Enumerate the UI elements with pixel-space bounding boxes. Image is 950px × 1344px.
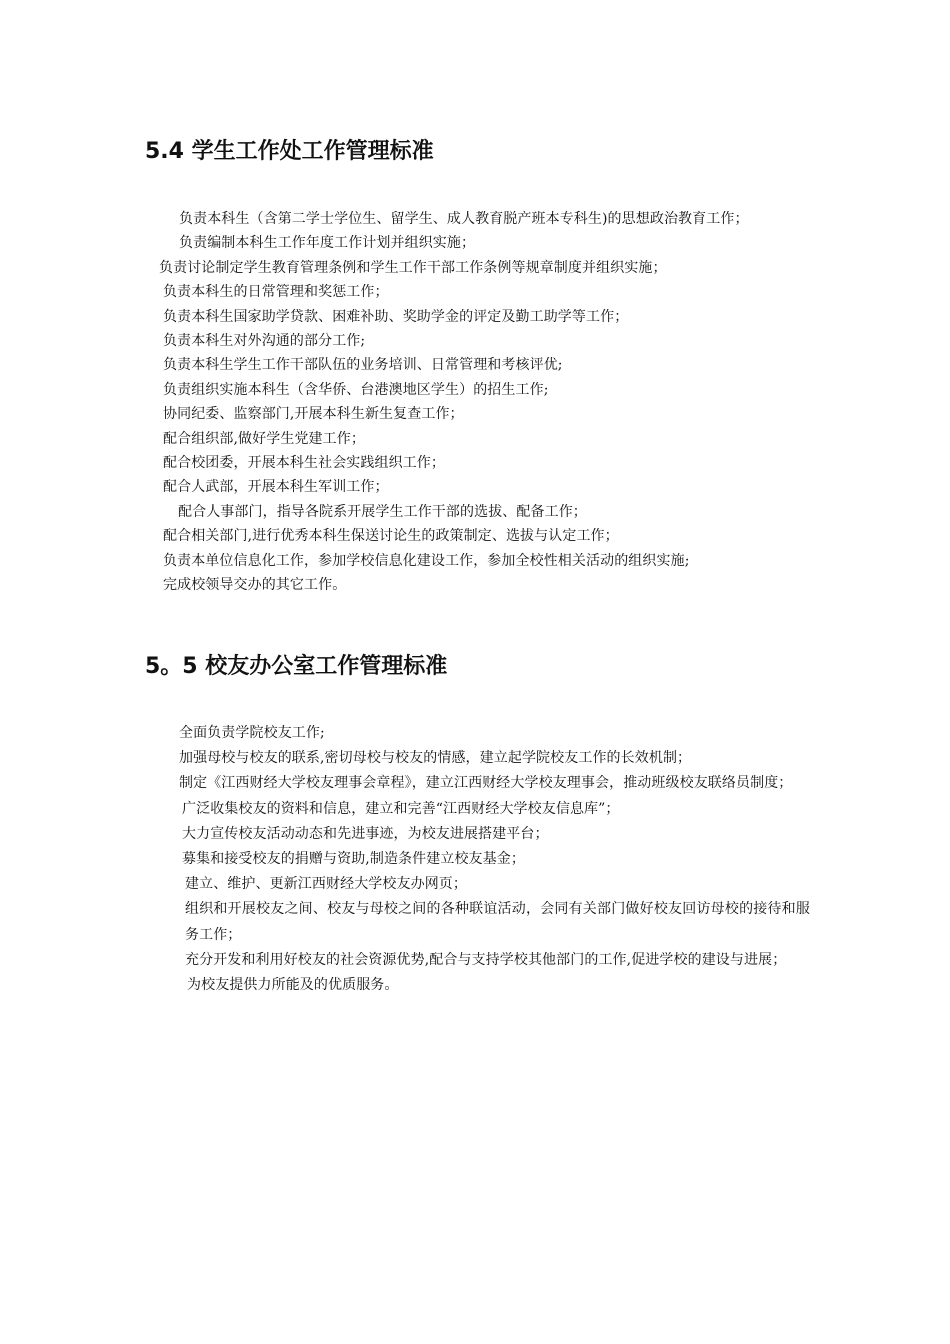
list-item: 组织和开展校友之间、校友与母校之间的各种联谊活动，会同有关部门做好校友回访母校的接待和服务工作；: [185, 901, 810, 943]
list-item: 配合人事部门，指导各院系开展学生工作干部的选拔、配备工作；: [178, 503, 587, 520]
list-item: 加强母校与校友的联系,密切母校与校友的情感，建立起学院校友工作的长效机制；: [179, 750, 692, 767]
section-5-4-title: 5.4 学生工作处工作管理标准: [145, 139, 434, 164]
list-item: 负责本单位信息化工作，参加学校信息化建设工作，参加全校性相关活动的组织实施;: [163, 552, 690, 569]
list-item: 大力宣传校友活动动态和先进事迹，为校友进展搭建平台；: [182, 825, 549, 842]
list-item: 为校友提供力所能及的优质服务。: [187, 977, 399, 994]
list-item: 负责讨论制定学生教育管理条例和学生工作干部工作条例等规章制度并组织实施；: [159, 259, 667, 276]
section-5-5-title: 5。5 校友办公室工作管理标准: [145, 654, 448, 679]
list-item: 负责本科生对外沟通的部分工作;: [163, 333, 366, 350]
list-item: 募集和接受校友的捐赠与资助,制造条件建立校友基金；: [182, 851, 525, 868]
list-item: 负责本科生的日常管理和奖惩工作；: [163, 284, 389, 301]
list-item: 负责编制本科生工作年度工作计划并组织实施；: [179, 235, 476, 252]
list-item: 建立、维护、更新江西财经大学校友办网页；: [185, 876, 467, 893]
list-item: 制定《江西财经大学校友理事会章程》，建立江西财经大学校友理事会，推动班级校友联络员制度；: [179, 775, 793, 792]
list-item: 负责本科生国家助学贷款、困难补助、奖助学金的评定及勤工助学等工作；: [163, 308, 629, 325]
list-item: 协同纪委、监察部门,开展本科生新生复查工作；: [163, 406, 464, 423]
list-item: 配合相关部门,进行优秀本科生保送讨论生的政策制定、选拔与认定工作；: [163, 528, 619, 545]
list-item: 完成校领导交办的其它工作。: [163, 577, 347, 594]
list-item: 广泛收集校友的资料和信息，建立和完善“江西财经大学校友信息库”；: [182, 800, 620, 817]
list-item: 负责本科生（含第二学士学位生、留学生、成人教育脱产班本专科生)的思想政治教育工作；: [179, 211, 749, 227]
list-item: 全面负责学院校友工作;: [179, 725, 325, 741]
section-5-4-list: [145, 207, 810, 598]
section-5-5-list: [145, 721, 810, 998]
list-item: 负责组织实施本科生（含华侨、台港澳地区学生）的招生工作;: [163, 381, 549, 398]
list-item: 配合校团委，开展本科生社会实践组织工作；: [163, 455, 445, 472]
list-item: 配合组织部,做好学生党建工作；: [163, 430, 365, 447]
list-item: 负责本科生学生工作干部队伍的业务培训、日常管理和考核评优;: [163, 357, 563, 374]
list-item: 充分开发和利用好校友的社会资源优势,配合与支持学校其他部门的工作,促进学校的建设与进展；: [185, 951, 787, 968]
list-item: 配合人武部，开展本科生军训工作；: [163, 479, 389, 496]
